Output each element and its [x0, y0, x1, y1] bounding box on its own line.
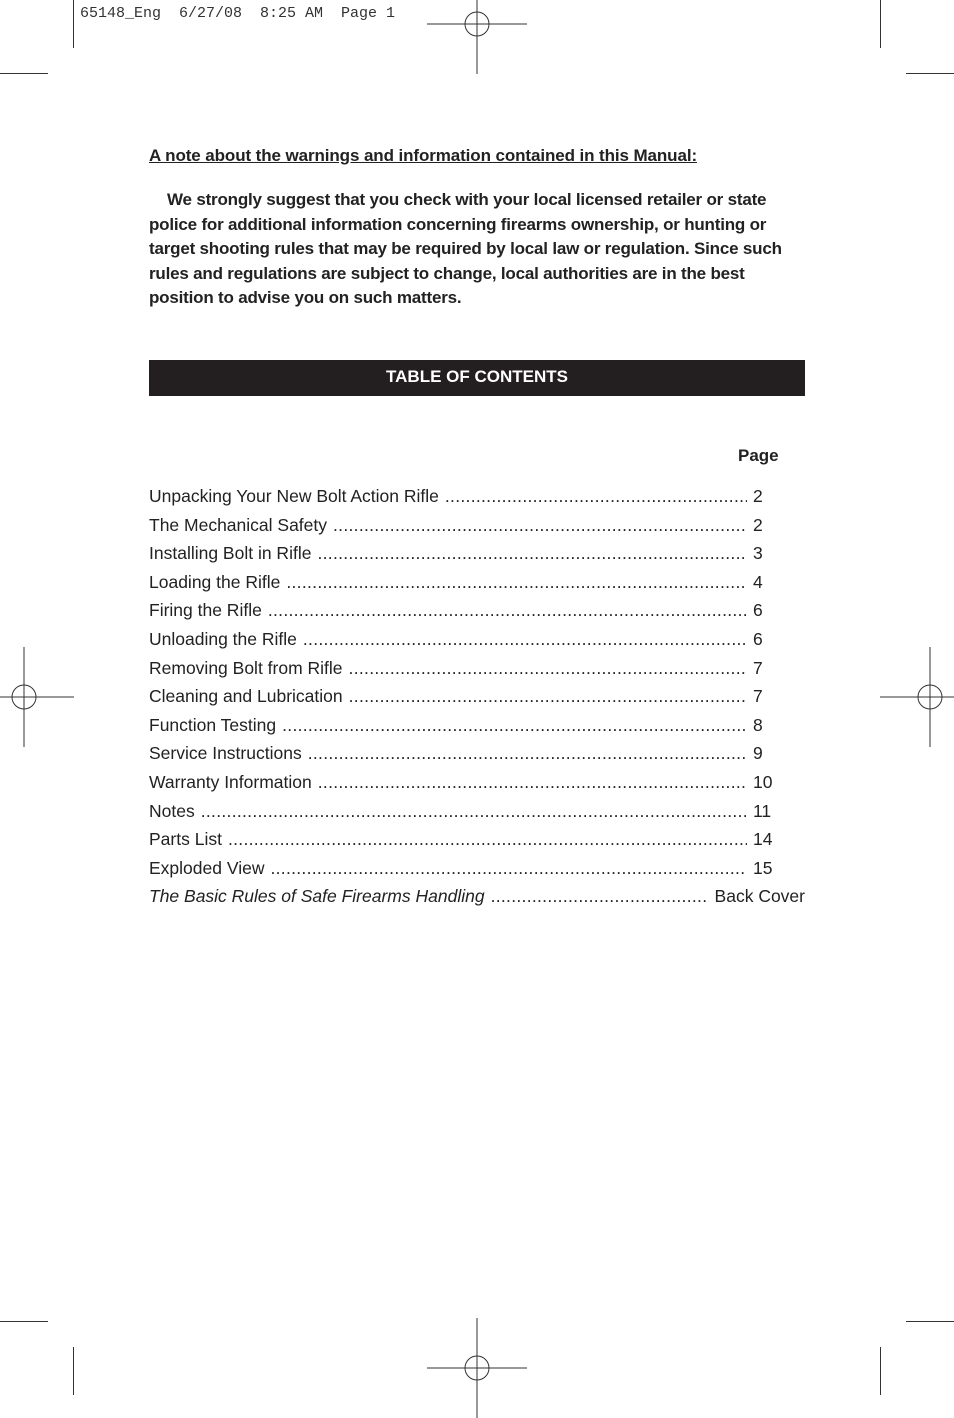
crop-mark-bottom-left-horizontal [0, 1321, 48, 1322]
toc-leader-dots [317, 543, 747, 564]
crop-mark-bottom-left-vertical [73, 1347, 74, 1395]
toc-entry[interactable] [149, 829, 805, 858]
crop-mark-top-left-horizontal [0, 73, 48, 74]
toc-leader-dots [303, 629, 747, 650]
toc-entry-title: Cleaning and Lubrication [149, 686, 343, 707]
toc-leader-dots [308, 743, 747, 764]
toc-entry[interactable] [149, 486, 805, 515]
toc-entry-title: Unloading the Rifle [149, 628, 297, 649]
crop-mark-top-left-vertical [73, 0, 74, 48]
toc-entry[interactable] [149, 686, 805, 715]
warning-note [149, 146, 805, 311]
toc-entry-page: 7 [753, 657, 763, 678]
toc-page-column-header: Page [738, 446, 779, 465]
toc-entry-page: 11 [753, 800, 772, 821]
toc-entry-title: The Basic Rules of Safe Firearms Handling [149, 886, 485, 907]
toc-leader-dots [318, 772, 747, 793]
toc-entry[interactable] [149, 629, 805, 658]
toc-leader-dots [228, 829, 747, 850]
crop-mark-bottom-right-vertical [880, 1347, 881, 1395]
note-heading: A note about the warnings and information contained in this Manual: [149, 146, 698, 165]
toc-leader-dots [333, 515, 747, 536]
registration-mark-bottom-icon [427, 1318, 527, 1418]
toc-entry[interactable] [149, 886, 805, 915]
registration-mark-top-icon [427, 0, 527, 74]
toc-entry-title: Parts List [149, 829, 222, 850]
toc-entry-title: Removing Bolt from Rifle [149, 657, 343, 678]
toc-entry[interactable] [149, 658, 805, 687]
toc-entry-page: Back Cover [714, 886, 805, 907]
toc-entry-page: 2 [753, 514, 763, 535]
toc-leader-dots [286, 572, 747, 593]
toc-entry-page: 15 [753, 857, 773, 878]
toc-entry-page: 2 [753, 486, 763, 506]
toc-leader-dots [349, 686, 747, 707]
toc-entry-title: Installing Bolt in Rifle [149, 543, 312, 564]
toc-entry[interactable] [149, 743, 805, 772]
printer-slug: 65148_Eng 6/27/08 8:25 AM Page 1 [80, 5, 396, 22]
toc-leader-dots [270, 858, 747, 879]
toc-leader-dots [268, 600, 747, 621]
toc-entry-page: 4 [753, 571, 763, 592]
toc-leader-dots [201, 801, 747, 822]
toc-entry-page: 6 [753, 628, 763, 649]
toc-entry[interactable] [149, 801, 805, 830]
toc-leader-dots [282, 715, 747, 736]
toc-entry[interactable] [149, 543, 805, 572]
toc-entry-title: The Mechanical Safety [149, 514, 328, 535]
toc-entry-page: 3 [753, 543, 763, 564]
toc-entry-title: Service Instructions [149, 743, 302, 764]
crop-mark-bottom-right-horizontal [906, 1321, 954, 1322]
toc-entry[interactable] [149, 600, 805, 629]
registration-mark-right-icon [880, 647, 954, 747]
note-body: We strongly suggest that you check with your local licensed retailer or state police for additional information concerning firearms ownership, or hunting or target shooting rules that may be required by local law or regulation. Since such rules and regulations are subject to change, local authorities are in the best position to advise you on such matters. [149, 190, 782, 308]
toc-entry[interactable] [149, 715, 805, 744]
toc-leader-dots [349, 658, 747, 679]
toc-entry[interactable] [149, 515, 805, 544]
toc-entry[interactable] [149, 572, 805, 601]
toc-entry-title: Unpacking Your New Bolt Action Rifle [149, 486, 439, 506]
crop-mark-top-right-horizontal [906, 73, 954, 74]
toc-entry-title: Loading the Rifle [149, 571, 281, 592]
toc-leader-dots [445, 486, 747, 507]
toc-entry-title: Function Testing [149, 714, 277, 735]
toc-entry-page: 10 [753, 771, 773, 792]
toc-entry-page: 8 [753, 714, 763, 735]
crop-mark-top-right-vertical [880, 0, 881, 48]
toc-entry-page: 7 [753, 686, 763, 707]
toc-entry-page: 14 [753, 829, 773, 850]
registration-mark-left-icon [0, 647, 74, 747]
toc-entry-title: Warranty Information [149, 771, 312, 792]
toc-entry-title: Exploded View [149, 857, 265, 878]
toc-entry-page: 9 [753, 743, 763, 764]
toc-leader-dots [491, 886, 709, 907]
table-of-contents [149, 486, 805, 915]
toc-entry[interactable] [149, 858, 805, 887]
toc-banner: TABLE OF CONTENTS [149, 360, 805, 396]
toc-entry-title: Firing the Rifle [149, 600, 262, 621]
toc-entry-page: 6 [753, 600, 763, 621]
toc-entry[interactable] [149, 772, 805, 801]
toc-entry-title: Notes [149, 800, 195, 821]
